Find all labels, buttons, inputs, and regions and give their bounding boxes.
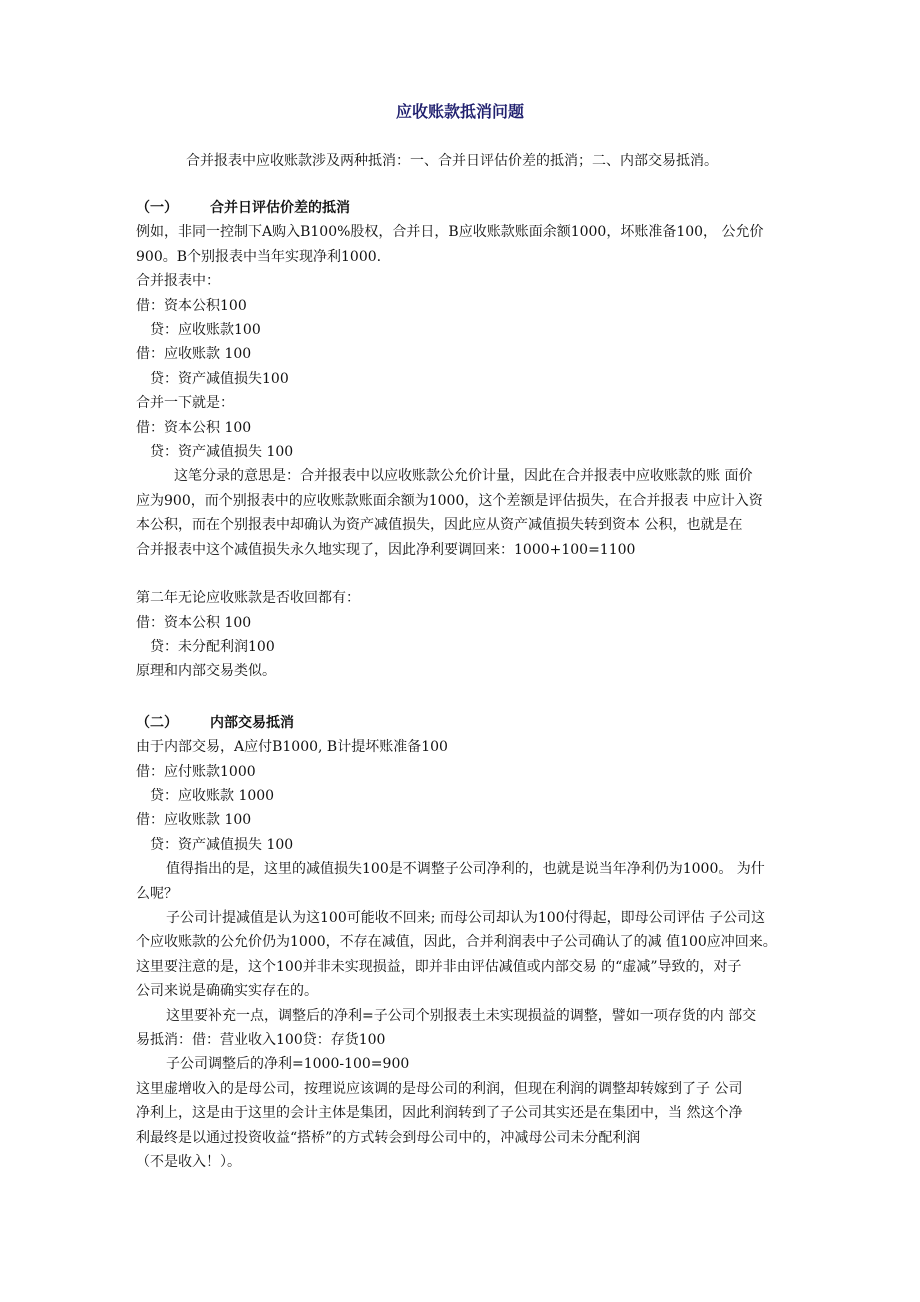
journal-debit: 借：资本公积 100 (136, 419, 252, 436)
text-line: 本公积，而在个别报表中却确认为资产减值损失，因此应从资产减值损失转到资本 公积，也就是在 (136, 517, 743, 534)
intro-paragraph: 合并报表中应收账款涉及两种抵消：一、合并日评估价差的抵消；二、内部交易抵消。 (186, 153, 718, 169)
text-line: 这里要补充一点，调整后的净利=子公司个别报表土未实现损益的调整，譬如一项存货的内 部交 (166, 1007, 757, 1024)
section-heading-1 (136, 196, 826, 220)
text-line: 由于内部交易，A应付B1000, B计提坏账准备100 (136, 739, 448, 756)
text-line: 利最终是以通过投资收益“搭桥”的方式转会到母公司中的，冲减母公司未分配利润 (136, 1129, 641, 1146)
journal-credit: 贷：资产减值损失 100 (150, 444, 294, 461)
section-heading-text: 内部交易抵消 (210, 714, 294, 731)
section-heading-text: 合并日评估价差的抵消 (210, 200, 350, 216)
journal-credit: 贷：应收账款 1000 (150, 787, 275, 804)
text-line: 例如，非同一控制下A购入B100%股权，合并日，B应收账款账面余额1000，坏账准备100， 公允价 (136, 224, 764, 241)
page-title: 应收账款抵消问题 (395, 102, 524, 121)
journal-debit: 借：应收账款 100 (136, 346, 252, 363)
text-line: 900。B个别报表中当年实现净利1000. (136, 248, 382, 265)
journal-credit: 贷：资产减值损失100 (150, 370, 289, 387)
text-line: 子公司调整后的净利=1000-100=900 (166, 1056, 410, 1073)
text-line: （不是收入！）。 (136, 1154, 241, 1171)
text-line: 合并报表中： (136, 273, 220, 290)
text-line: 这笔分录的意思是：合并报表中以应收账款公允价计量，因此在合并报表中应收账款的账 面价 (174, 468, 753, 485)
journal-debit: 借：应付账款1000 (136, 763, 256, 780)
text-line: 值得指出的是，这里的减值损失100是不调整子公司净利的，也就是说当年净利仍为1000。 为什 (166, 861, 765, 878)
text-line: 易抵消：借：营业收入100贷：存货100 (136, 1032, 386, 1048)
text-line: 应为900，而个别报表中的应收账款账面余额为1000，这个差额是评估损失，在合并报表 中应计入资 (136, 492, 763, 509)
journal-debit: 借：应收账款 100 (136, 812, 252, 829)
text-line: 第二年无论应收账款是否收回都有： (136, 590, 360, 607)
text-line: 个应收账款的公允价仍为1000，不存在减值，因此，合并利润表中子公司确认了的减 值100应冲回来。 (136, 934, 777, 951)
text-line: 净利上，这是由于这里的会计主体是集团，因此利润转到了子公司其实还是在集团中，当 然这个净 (136, 1105, 743, 1122)
document-body (136, 196, 826, 1174)
text-line: 公司来说是确确实实存在的。 (136, 983, 318, 1000)
text-line: 合并一下就是： (136, 395, 234, 412)
text-line: 原理和内部交易类似。 (136, 663, 276, 680)
text-line: 合并报表中这个减值损失永久地实现了，因此净利要调回来：1000+100=1100 (136, 541, 636, 558)
text-line: 这里虚增收入的是母公司，按理说应该调的是母公司的利润，但现在利润的调整却转嫁到了子 公司 (136, 1080, 743, 1097)
journal-debit: 借：资本公积100 (136, 297, 247, 314)
section-number: （一） (136, 200, 178, 216)
text-line: 子公司计提减值是认为这100可能收不回来; 而母公司却认为100付得起，即母公司评估 子公司这 (166, 909, 766, 926)
journal-debit: 借：资本公积 100 (136, 614, 252, 631)
journal-credit: 贷：应收账款100 (150, 322, 261, 339)
section-number: （二） (136, 714, 178, 731)
text-line: 么呢？ (136, 885, 178, 902)
journal-credit: 贷：未分配利润100 (150, 638, 275, 655)
section-heading-2 (136, 711, 826, 735)
spacer (136, 684, 826, 711)
text-line: 这里要注意的是，这个100并非未实现损益，即并非由评估减值或内部交易 的“虚减”导致的，对子 (136, 958, 742, 975)
journal-credit: 贷：资产减值损失 100 (150, 836, 294, 853)
spacer (136, 562, 826, 586)
